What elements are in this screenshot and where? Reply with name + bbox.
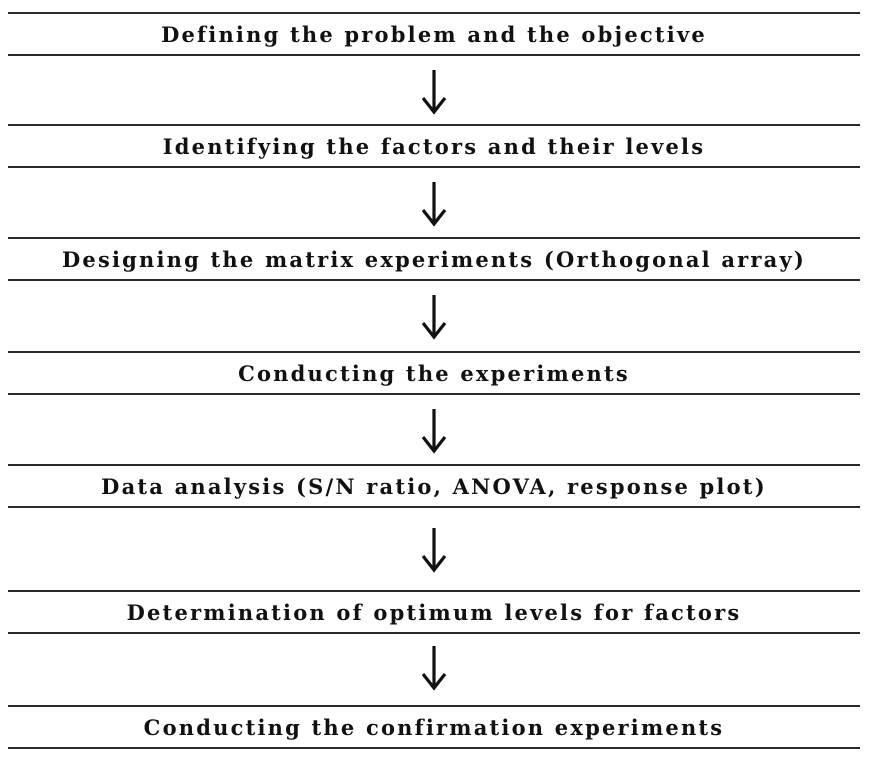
step-5-box [8,464,860,508]
down-arrow-icon [419,68,449,116]
step-5-label: Data analysis (S/N ratio, ANOVA, response plot) [101,473,767,499]
down-arrow-icon [419,180,449,228]
step-6-box [8,590,860,634]
step-6-label: Determination of optimum levels for factors [126,599,742,625]
step-2-label: Identifying the factors and their levels [162,133,706,159]
step-1-label: Defining the problem and the objective [161,21,707,47]
down-arrow-icon [419,526,449,574]
step-2-box [8,124,860,168]
down-arrow-icon [419,293,449,341]
step-1-box [8,12,860,56]
step-7-box [8,705,860,749]
step-4-label: Conducting the experiments [238,360,630,386]
down-arrow-icon [419,407,449,455]
down-arrow-icon [419,644,449,692]
step-3-box [8,237,860,281]
step-7-label: Conducting the confirmation experiments [143,714,725,740]
step-4-box [8,351,860,395]
step-3-label: Designing the matrix experiments (Orthogonal array) [61,246,807,272]
